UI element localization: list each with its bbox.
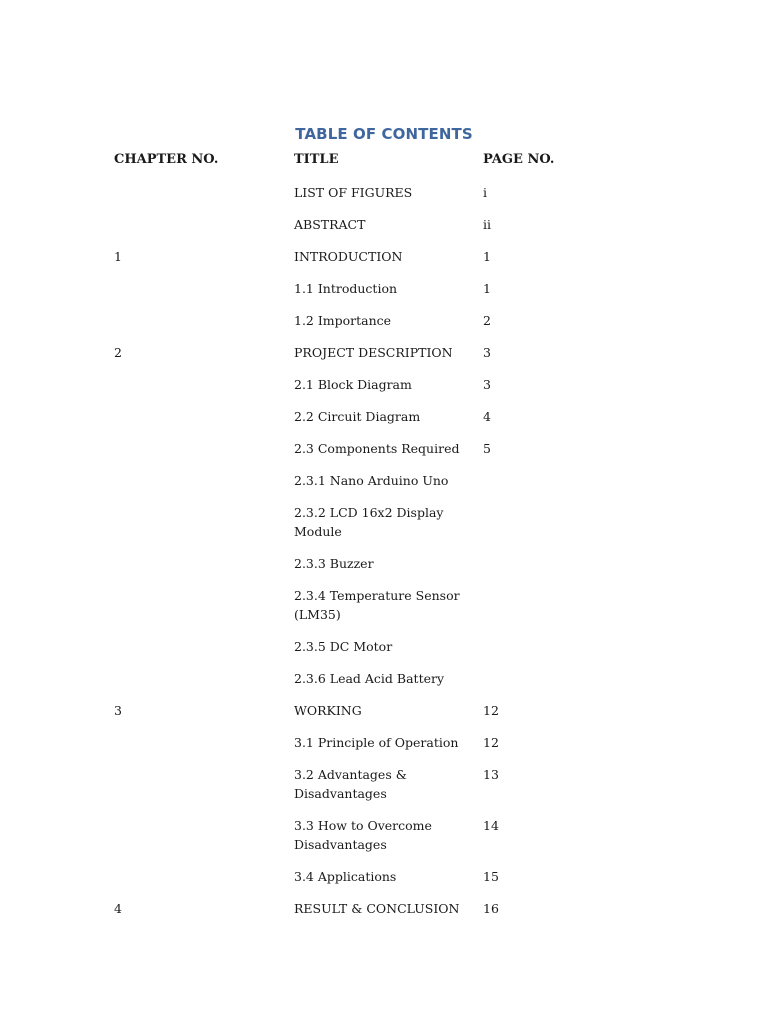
- entry-title: PROJECT DESCRIPTION: [294, 345, 453, 360]
- entry-title: ABSTRACT: [294, 217, 366, 232]
- chapter-number: [114, 375, 294, 407]
- entry-title: 2.3.5 DC Motor: [294, 639, 393, 654]
- page-number: ii: [483, 217, 491, 232]
- chapter-number: [114, 816, 294, 867]
- toc-row: [114, 733, 563, 765]
- entry-title: RESULT & CONCLUSION: [294, 901, 460, 916]
- entry-title: LIST OF FIGURES: [294, 185, 413, 200]
- chapter-number: [114, 407, 294, 439]
- page-number: [483, 586, 563, 637]
- page-number: 3: [483, 377, 491, 392]
- toc-row: [114, 215, 563, 247]
- page-number: 2: [483, 313, 491, 328]
- chapter-number: [114, 733, 294, 765]
- entry-title: 2.2 Circuit Diagram: [294, 409, 421, 424]
- entry-title: 3.1 Principle of Operation: [294, 735, 459, 750]
- entry-title: 3.2 Advantages & Disadvantages: [294, 767, 407, 801]
- toc-row: [114, 637, 563, 669]
- toc-row: [114, 765, 563, 816]
- chapter-column-header: CHAPTER NO.: [114, 152, 219, 167]
- page-number: 3: [483, 345, 491, 360]
- entry-title: 3.4 Applications: [294, 869, 397, 884]
- page-number: 12: [483, 703, 499, 718]
- chapter-number: 3: [114, 703, 122, 718]
- toc-row: [114, 816, 563, 867]
- entry-title: 3.3 How to Overcome Disadvantages: [294, 818, 432, 852]
- chapter-number: [114, 471, 294, 503]
- toc-table: [114, 150, 563, 931]
- toc-row: [114, 586, 563, 637]
- title-column-header: TITLE: [294, 152, 339, 167]
- page-title: TABLE OF CONTENTS: [295, 125, 473, 143]
- entry-title: 2.3 Components Required: [294, 441, 460, 456]
- chapter-number: [114, 669, 294, 701]
- chapter-number: 2: [114, 345, 122, 360]
- page-column-header: PAGE NO.: [483, 152, 555, 167]
- chapter-number: [114, 586, 294, 637]
- toc-row: [114, 279, 563, 311]
- toc-row: [114, 407, 563, 439]
- page-number: 14: [483, 818, 499, 833]
- chapter-number: [114, 637, 294, 669]
- page-number: 1: [483, 249, 491, 264]
- chapter-number: [114, 503, 294, 554]
- entry-title: 1.2 Importance: [294, 313, 392, 328]
- entry-title: WORKING: [294, 703, 362, 718]
- page-number: [483, 471, 563, 503]
- page-number: i: [483, 185, 487, 200]
- page-number: [483, 503, 563, 554]
- page-number: 1: [483, 281, 491, 296]
- toc-row: [114, 247, 563, 279]
- chapter-number: [114, 439, 294, 471]
- toc-row: [114, 471, 563, 503]
- chapter-number: [114, 279, 294, 311]
- page-number: 16: [483, 901, 499, 916]
- entry-title: 2.3.4 Temperature Sensor (LM35): [294, 588, 460, 622]
- toc-row: [114, 439, 563, 471]
- toc-row: [114, 554, 563, 586]
- entry-title: INTRODUCTION: [294, 249, 403, 264]
- toc-row: [114, 899, 563, 931]
- chapter-number: 4: [114, 901, 122, 916]
- page-number: [483, 669, 563, 701]
- page-number: 5: [483, 441, 491, 456]
- chapter-number: [114, 183, 294, 215]
- entry-title: 1.1 Introduction: [294, 281, 398, 296]
- chapter-number: [114, 311, 294, 343]
- chapter-number: 1: [114, 249, 122, 264]
- page-number: 15: [483, 869, 499, 884]
- entry-title: 2.3.6 Lead Acid Battery: [294, 671, 445, 686]
- entry-title: 2.3.3 Buzzer: [294, 556, 374, 571]
- chapter-number: [114, 554, 294, 586]
- entry-title: 2.3.1 Nano Arduino Uno: [294, 473, 449, 488]
- page-number: [483, 554, 563, 586]
- toc-header-row: [114, 150, 563, 183]
- page-number: 12: [483, 735, 499, 750]
- toc-row: [114, 701, 563, 733]
- toc-row: [114, 867, 563, 899]
- chapter-number: [114, 765, 294, 816]
- toc-row: [114, 503, 563, 554]
- page-number: 13: [483, 767, 499, 782]
- toc-row: [114, 343, 563, 375]
- entry-title: 2.3.2 LCD 16x2 Display Module: [294, 505, 444, 539]
- page-number: 4: [483, 409, 491, 424]
- toc-row: [114, 669, 563, 701]
- chapter-number: [114, 215, 294, 247]
- chapter-number: [114, 867, 294, 899]
- entry-title: 2.1 Block Diagram: [294, 377, 412, 392]
- page-number: [483, 637, 563, 669]
- toc-row: [114, 375, 563, 407]
- toc-row: [114, 311, 563, 343]
- toc-row: [114, 183, 563, 215]
